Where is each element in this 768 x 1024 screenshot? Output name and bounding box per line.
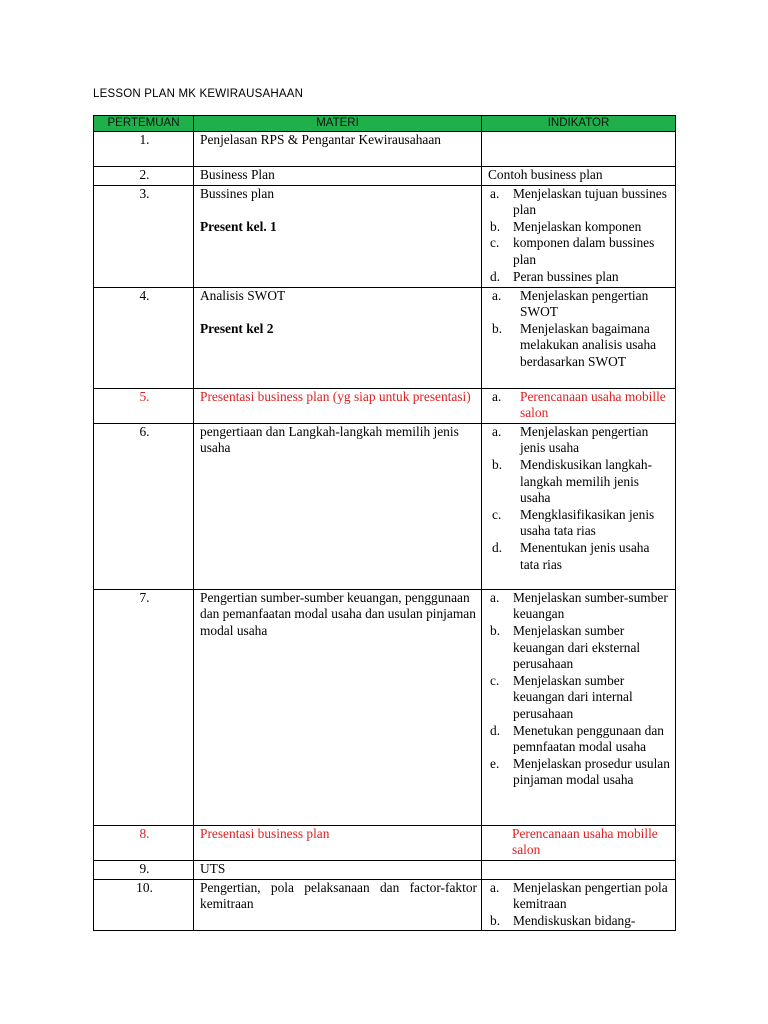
list-item: a. Menjelaskan pengertian SWOT <box>492 287 649 320</box>
header-indikator: INDIKATOR <box>482 116 676 132</box>
table-row <box>94 185 676 287</box>
present-group: Present kel 2 <box>200 321 274 337</box>
row-indikator <box>482 860 676 879</box>
list-item: c. Mengklasifikasikan jenis usaha tata rias <box>492 506 655 539</box>
table-row <box>94 879 676 931</box>
table-row <box>94 860 676 879</box>
row-indikator <box>482 287 676 388</box>
indikator-list <box>488 186 671 286</box>
row-number: 5. <box>94 388 194 423</box>
list-item: a. Menjelaskan tujuan bussines plan <box>490 185 667 218</box>
row-indikator <box>482 879 676 931</box>
row-materi: Business Plan <box>194 167 482 186</box>
list-item: e. Menjelaskan prosedur usulan pinjaman modal usaha <box>490 755 670 788</box>
row-indikator <box>482 388 676 423</box>
list-item: b. Menjelaskan komponen <box>490 218 642 234</box>
row-number: 2. <box>94 167 194 186</box>
list-item: d. Menetukan penggunaan dan pemnfaatan modal usaha <box>490 722 664 755</box>
list-item: b. Mendiskusikan langkah-langkah memilih jenis usaha <box>492 456 653 506</box>
table-row <box>94 589 676 825</box>
list-item: c. Menjelaskan sumber keuangan dari internal perusahaan <box>490 672 633 721</box>
list-item: a. Menjelaskan pengertian pola kemitraan <box>490 879 668 912</box>
table-row <box>94 167 676 186</box>
table-row <box>94 132 676 167</box>
header-pertemuan: PERTEMUAN <box>94 116 194 132</box>
row-number: 8. <box>94 825 194 860</box>
row-number: 10. <box>94 879 194 931</box>
table-row <box>94 423 676 589</box>
list-item: b. Mendiskuskan bidang- <box>490 912 636 928</box>
row-indikator <box>482 423 676 589</box>
row-number: 9. <box>94 860 194 879</box>
row-number: 3. <box>94 185 194 287</box>
materi-text: Analisis SWOT <box>200 287 286 303</box>
indikator-list <box>488 389 671 422</box>
indikator-list <box>488 880 671 930</box>
row-indikator <box>482 589 676 825</box>
list-item: b. Menjelaskan sumber keuangan dari eksternal perusahaan <box>490 622 641 672</box>
indikator-list <box>488 590 671 789</box>
header-materi: MATERI <box>194 116 482 132</box>
table-row <box>94 388 676 423</box>
indikator-list <box>488 424 671 573</box>
row-materi: Pengertian, pola pelaksanaan dan factor-faktor kemitraan <box>194 879 482 931</box>
row-materi: pengertiaan dan Langkah-langkah memilih jenis usaha <box>194 423 482 589</box>
materi-text: Bussines plan <box>200 185 275 201</box>
row-number: 4. <box>94 287 194 388</box>
document-title: LESSON PLAN MK KEWIRAUSAHAAN <box>93 88 304 100</box>
present-group: Present kel. 1 <box>200 219 277 235</box>
row-materi: Pengertian sumber-sumber keuangan, penggunaan dan pemanfaatan modal usaha dan usulan pinjaman modal usaha <box>194 589 482 825</box>
list-item: d. Menentukan jenis usaha tata rias <box>492 539 650 572</box>
row-materi: Presentasi business plan (yg siap untuk presentasi) <box>194 388 482 423</box>
lesson-plan-table <box>93 115 676 931</box>
list-item: a. Perencanaan usaha mobille salon <box>492 388 666 421</box>
row-number: 6. <box>94 423 194 589</box>
row-materi <box>194 185 482 287</box>
list-item: a. Menjelaskan sumber-sumber keuangan <box>490 589 668 622</box>
row-indikator <box>482 825 676 860</box>
list-item: b. Menjelaskan bagaimana melakukan analisis usaha berdasarkan SWOT <box>492 320 657 369</box>
row-materi: UTS <box>194 860 482 879</box>
indikator-text: Perencanaan usaha mobille salon <box>512 825 658 858</box>
row-number: 1. <box>94 132 194 167</box>
list-item: a. Menjelaskan pengertian jenis usaha <box>492 423 649 456</box>
row-materi <box>194 287 482 388</box>
row-materi: Penjelasan RPS & Pengantar Kewirausahaan <box>194 132 482 167</box>
row-number: 7. <box>94 589 194 825</box>
row-indikator <box>482 132 676 167</box>
row-indikator: Contoh business plan <box>482 167 676 186</box>
table-row <box>94 825 676 860</box>
row-indikator <box>482 185 676 287</box>
list-item: c. komponen dalam bussines plan <box>490 235 655 267</box>
indikator-list <box>488 288 671 371</box>
row-materi: Presentasi business plan <box>194 825 482 860</box>
table-header-row <box>94 116 676 132</box>
list-item: d. Peran bussines plan <box>490 268 619 284</box>
table-row <box>94 287 676 388</box>
